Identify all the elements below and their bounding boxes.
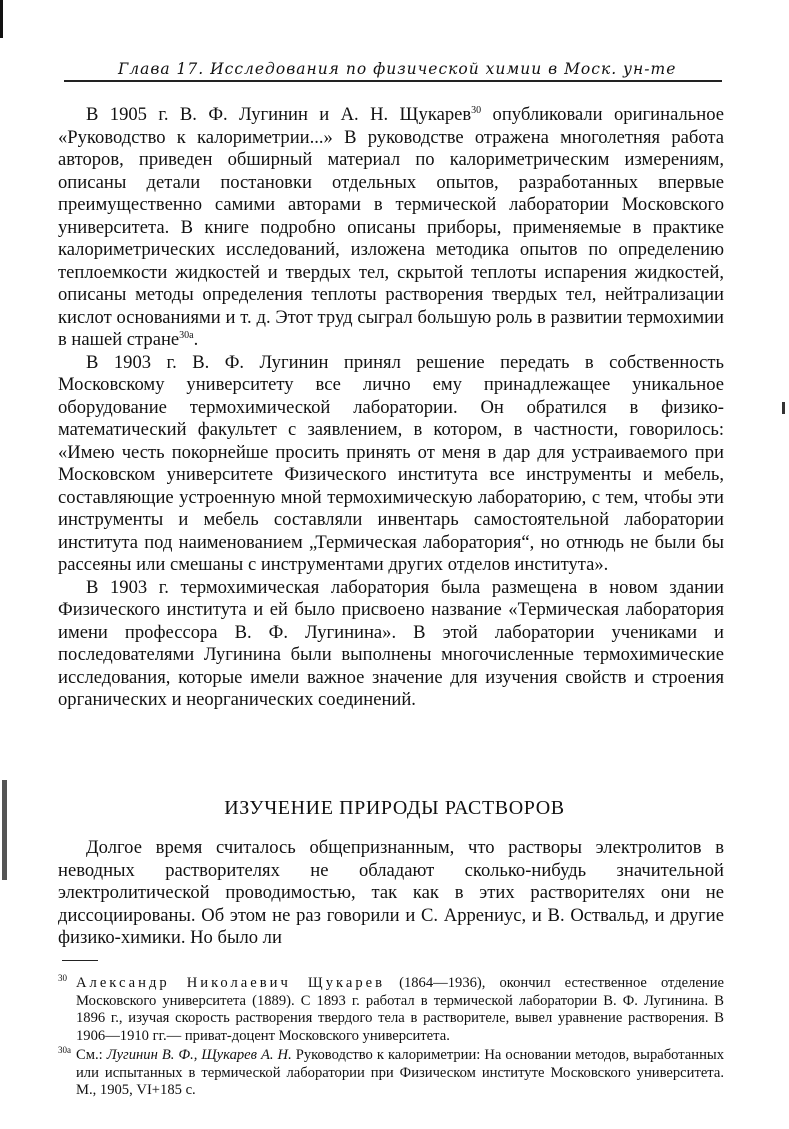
scan-speck <box>782 402 785 414</box>
section-text <box>58 837 724 950</box>
footnote-30a: 30а См.: Лугинин В. Ф., Щукарев А. Н. Руководство к калориметрии: На основании методов, выработанных или испытанных в термической лаборатории при Физическом институте Московского университета. М., 1905, VI+185 с. <box>58 1045 725 1098</box>
footnote-ref-30[interactable]: 30 <box>471 105 482 116</box>
paragraph-4: Долгое время считалось общепризнанным, что растворы электролитов в неводных растворителях не обладают сколько-нибудь значительной электролитической проводимостью, так как в этих растворителях они не диссоциированы. Об этом не раз говорили и С. Аррениус, и В. Оствальд, и другие физико-химики. Но было ли <box>58 837 724 948</box>
footnote-prefix: См.: <box>76 1047 107 1063</box>
scan-edge-mark <box>0 0 3 38</box>
paragraph-1-start: В 1905 г. В. Ф. Лугинин и А. Н. Щукарев <box>86 104 472 125</box>
scan-binding-mark <box>2 780 7 880</box>
footnote-text: Руководство к калориметрии: На основании методов, выработанных или испытанных в термической лаборатории при Физическом институте Московского университета. М., 1905, VI+185 с. <box>76 1047 725 1098</box>
footnote-authors: Лугинин В. Ф., Щукарев А. Н. <box>106 1047 292 1063</box>
footnote-ref-30a[interactable]: 30а <box>179 330 194 341</box>
footnotes <box>58 975 724 1102</box>
section-heading: ИЗУЧЕНИЕ ПРИРОДЫ РАСТВОРОВ <box>224 797 565 819</box>
paragraph-1-end: . <box>193 329 199 350</box>
footnote-rule <box>62 960 98 961</box>
footnote-text: (1864—1936), окончил естественное отделение Московского университета (1889). С 1893 г. работал в термической лаборатории В. Ф. Лугинина. В 1896 г., изучая скорость растворения твердого тела в растворителе, вывел уравнение растворения. В 1906—1910 гг.— приват-доцент Московского университета. <box>76 975 724 1044</box>
paragraph-1-body: опубликовали оригинальное «Руководство к калориметрии...» В руководстве отражена многолетняя работа авторов, приведен обширный материал по калориметрическим измерениям, описаны детали постановки отдельных опытов, разработанных впервые преимущественно самими авторами в термической лаборатории Московского университета. В книге подробно описаны приборы, применяемые в практике калориметрических исследований, изложена методика опытов по определению теплоемкости жидкостей и твердых тел, скрытой теплоты испарения жидкостей, описаны методы определения теплоты растворения твердых тел, нейтрализации кислот основаниями и т. д. Этот труд сыграл большую роль в развитии термохимии в нашей стране <box>58 104 724 350</box>
footnote-person-name: Александр Николаевич Щукарев <box>76 975 386 991</box>
paragraph-1 <box>58 104 724 352</box>
paragraph-2: В 1903 г. В. Ф. Лугинин принял решение передать в собственность Московскому университету все лично ему принадлежащее уникальное оборудование термохимической лаборатории. Он обратился в физико-математический факультет с заявлением, в котором, в частности, говорилось: «Имею честь покорнейше просить принять от меня в дар для устраиваемого при Московском университете Физического института все инструменты и мебель, составляющие устроенную мной термохимическую лабораторию, с тем, чтобы эти инструменты и мебель составляли инвентарь самостоятельной лаборатории института под наименованием „Термическая лаборатория“, но отнюдь не были бы рассеяны или смешаны с инструментами других отделов института». <box>58 351 724 575</box>
paragraph-3: В 1903 г. термохимическая лаборатория была размещена в новом здании Физического института и ей было присвоено название «Термическая лаборатория имени профессора В. Ф. Лугинина». В этой лаборатории учениками и последователями Лугинина были выполнены многочисленные термохимические исследования, которые имели важное значение для изучения свойств и строения органических и неорганических соединений. <box>58 576 724 710</box>
header-rule <box>64 80 722 82</box>
running-head: Глава 17. Исследования по физической химии в Моск. ун-те <box>118 60 677 78</box>
footnote-30: 30 Александр Николаевич Щукарев (1864—1936), окончил естественное отделение Московского университета (1889). С 1893 г. работал в термической лаборатории В. Ф. Лугинина. В 1896 г., изучая скорость растворения твердого тела в растворителе, вывел уравнение растворения. В 1906—1910 гг.— приват-доцент Московского университета. <box>58 973 724 1044</box>
main-text <box>58 104 724 712</box>
